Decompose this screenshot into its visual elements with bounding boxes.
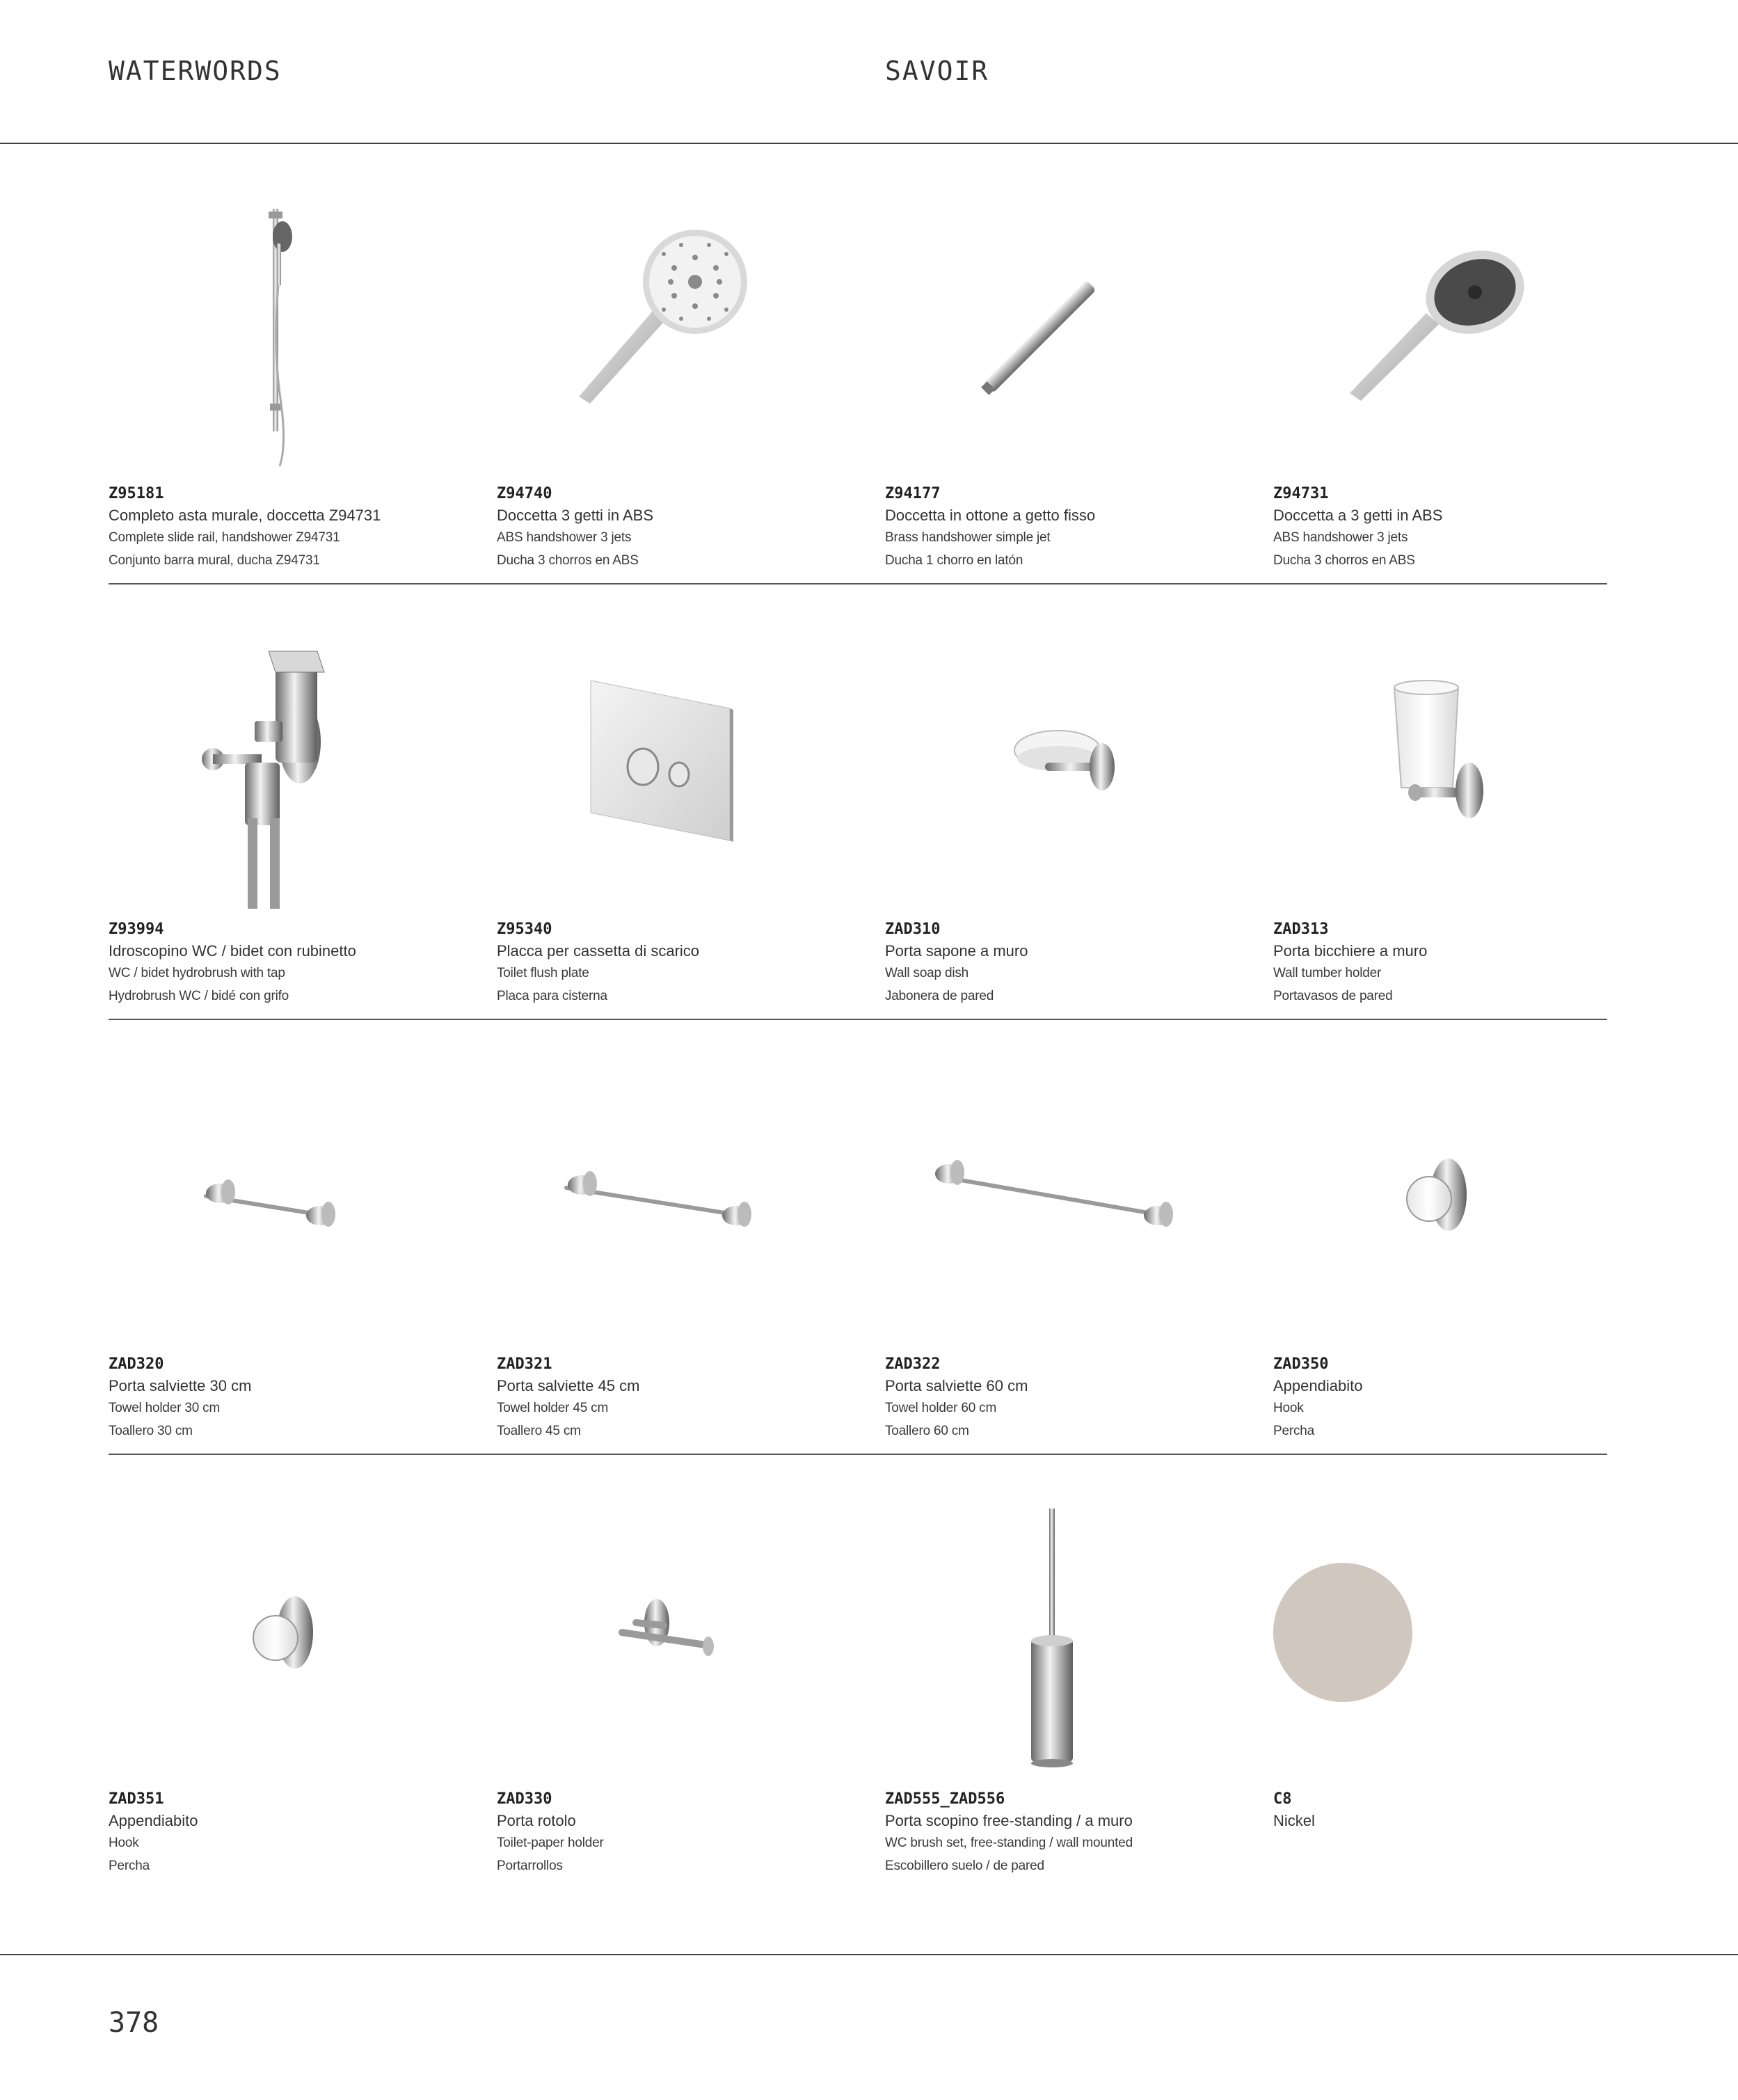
- product-name-it: Doccetta 3 getti in ABS: [497, 507, 654, 524]
- product-name-en: Hook: [109, 1836, 139, 1850]
- product-name-es: Ducha 3 chorros en ABS: [497, 553, 639, 568]
- product-name-it: Porta bicchiere a muro: [1273, 942, 1428, 960]
- product-name-it: Doccetta a 3 getti in ABS: [1273, 507, 1443, 524]
- towel-bar-30-icon: [109, 1065, 484, 1344]
- product-name-en: Hook: [1273, 1401, 1304, 1415]
- product-name-en: ABS handshower 3 jets: [1273, 530, 1408, 545]
- footer-divider: [0, 1954, 1738, 1955]
- row-divider: [109, 1454, 1607, 1455]
- towel-bar-60-icon: [885, 1065, 1261, 1344]
- product-name-it: Porta scopino free-standing / a muro: [885, 1812, 1133, 1829]
- towel-bar-45-icon: [497, 1065, 872, 1344]
- product-name-en: Complete slide rail, handshower Z94731: [109, 530, 340, 545]
- product-name-es: Escobillero suelo / de pared: [885, 1859, 1044, 1873]
- product-code: ZAD555_ZAD556: [885, 1790, 1005, 1808]
- product-name-es: Percha: [1273, 1424, 1315, 1438]
- product-code: Z95181: [109, 485, 164, 502]
- slide-rail-shower-icon: [109, 195, 484, 473]
- product-name-it: Porta salviette 30 cm: [109, 1377, 252, 1394]
- product-code: ZAD330: [497, 1790, 552, 1808]
- product-code: ZAD320: [109, 1355, 164, 1373]
- header-divider: [0, 143, 1738, 144]
- product-name-it: Placca per cassetta di scarico: [497, 942, 700, 960]
- product-name-en: Towel holder 45 cm: [497, 1401, 609, 1415]
- product-name-es: Placa para cisterna: [497, 989, 607, 1003]
- product-name-en: Towel holder 30 cm: [109, 1401, 221, 1415]
- product-name-en: Towel holder 60 cm: [885, 1401, 997, 1415]
- product-name-it: Doccetta in ottone a getto fisso: [885, 507, 1096, 524]
- robe-hook-icon: [1273, 1065, 1649, 1344]
- product-name-en: Brass handshower simple jet: [885, 530, 1051, 545]
- product-name-it: Porta sapone a muro: [885, 942, 1028, 960]
- product-name-es: Toallero 30 cm: [109, 1424, 193, 1438]
- product-code: ZAD350: [1273, 1355, 1329, 1373]
- product-code: ZAD310: [885, 921, 941, 938]
- product-name-it: Nickel: [1273, 1812, 1315, 1829]
- paper-holder-icon: [497, 1500, 872, 1779]
- robe-hook-small-icon: [109, 1500, 484, 1779]
- nickel-swatch-icon: [1273, 1500, 1649, 1779]
- product-name-es: Ducha 1 chorro en latón: [885, 553, 1023, 568]
- dark-face-handshower-icon: [1273, 195, 1649, 473]
- product-name-es: Jabonera de pared: [885, 989, 994, 1003]
- tumbler-holder-icon: [1273, 630, 1649, 909]
- product-name-en: Toilet flush plate: [497, 966, 589, 980]
- product-code: Z93994: [109, 921, 164, 938]
- product-name-es: Portavasos de pared: [1273, 989, 1393, 1003]
- product-name-it: Appendiabito: [109, 1812, 198, 1829]
- product-name-es: Portarrollos: [497, 1859, 563, 1873]
- brand-title: WATERWORDS: [109, 56, 282, 86]
- collection-title: SAVOIR: [885, 56, 989, 86]
- product-code: ZAD322: [885, 1355, 941, 1373]
- product-name-es: Ducha 3 chorros en ABS: [1273, 553, 1415, 568]
- product-name-en: WC / bidet hydrobrush with tap: [109, 966, 285, 980]
- product-code: ZAD313: [1273, 921, 1329, 938]
- product-name-it: Idroscopino WC / bidet con rubinetto: [109, 942, 356, 960]
- product-name-en: Wall soap dish: [885, 966, 969, 980]
- product-name-es: Toallero 45 cm: [497, 1424, 581, 1438]
- flush-plate-icon: [497, 630, 872, 909]
- toilet-brush-icon: [885, 1500, 1261, 1779]
- product-name-es: Conjunto barra mural, ducha Z94731: [109, 553, 320, 568]
- product-name-en: ABS handshower 3 jets: [497, 530, 632, 545]
- product-name-en: WC brush set, free-standing / wall mounted: [885, 1836, 1133, 1850]
- product-code: ZAD351: [109, 1790, 164, 1808]
- product-name-es: Toallero 60 cm: [885, 1424, 969, 1438]
- row-divider: [109, 583, 1607, 584]
- product-code: ZAD321: [497, 1355, 552, 1373]
- row-divider: [109, 1019, 1607, 1020]
- product-name-it: Porta salviette 60 cm: [885, 1377, 1028, 1394]
- product-name-en: Wall tumber holder: [1273, 966, 1382, 980]
- bidet-hydrobrush-icon: [109, 630, 484, 909]
- product-name-it: Completo asta murale, doccetta Z94731: [109, 507, 381, 524]
- product-code: Z94177: [885, 485, 941, 502]
- product-code: Z94731: [1273, 485, 1329, 502]
- product-code: C8: [1273, 1790, 1292, 1808]
- product-name-it: Appendiabito: [1273, 1377, 1363, 1394]
- product-name-es: Percha: [109, 1859, 150, 1873]
- page-number: 378: [109, 2007, 159, 2039]
- product-code: Z95340: [497, 921, 552, 938]
- product-name-it: Porta rotolo: [497, 1812, 576, 1829]
- soap-dish-icon: [885, 630, 1261, 909]
- round-handshower-icon: [497, 195, 872, 473]
- product-name-it: Porta salviette 45 cm: [497, 1377, 640, 1394]
- product-code: Z94740: [497, 485, 552, 502]
- product-name-es: Hydrobrush WC / bidé con grifo: [109, 989, 289, 1003]
- stick-handshower-icon: [885, 195, 1261, 473]
- product-name-en: Toilet-paper holder: [497, 1836, 604, 1850]
